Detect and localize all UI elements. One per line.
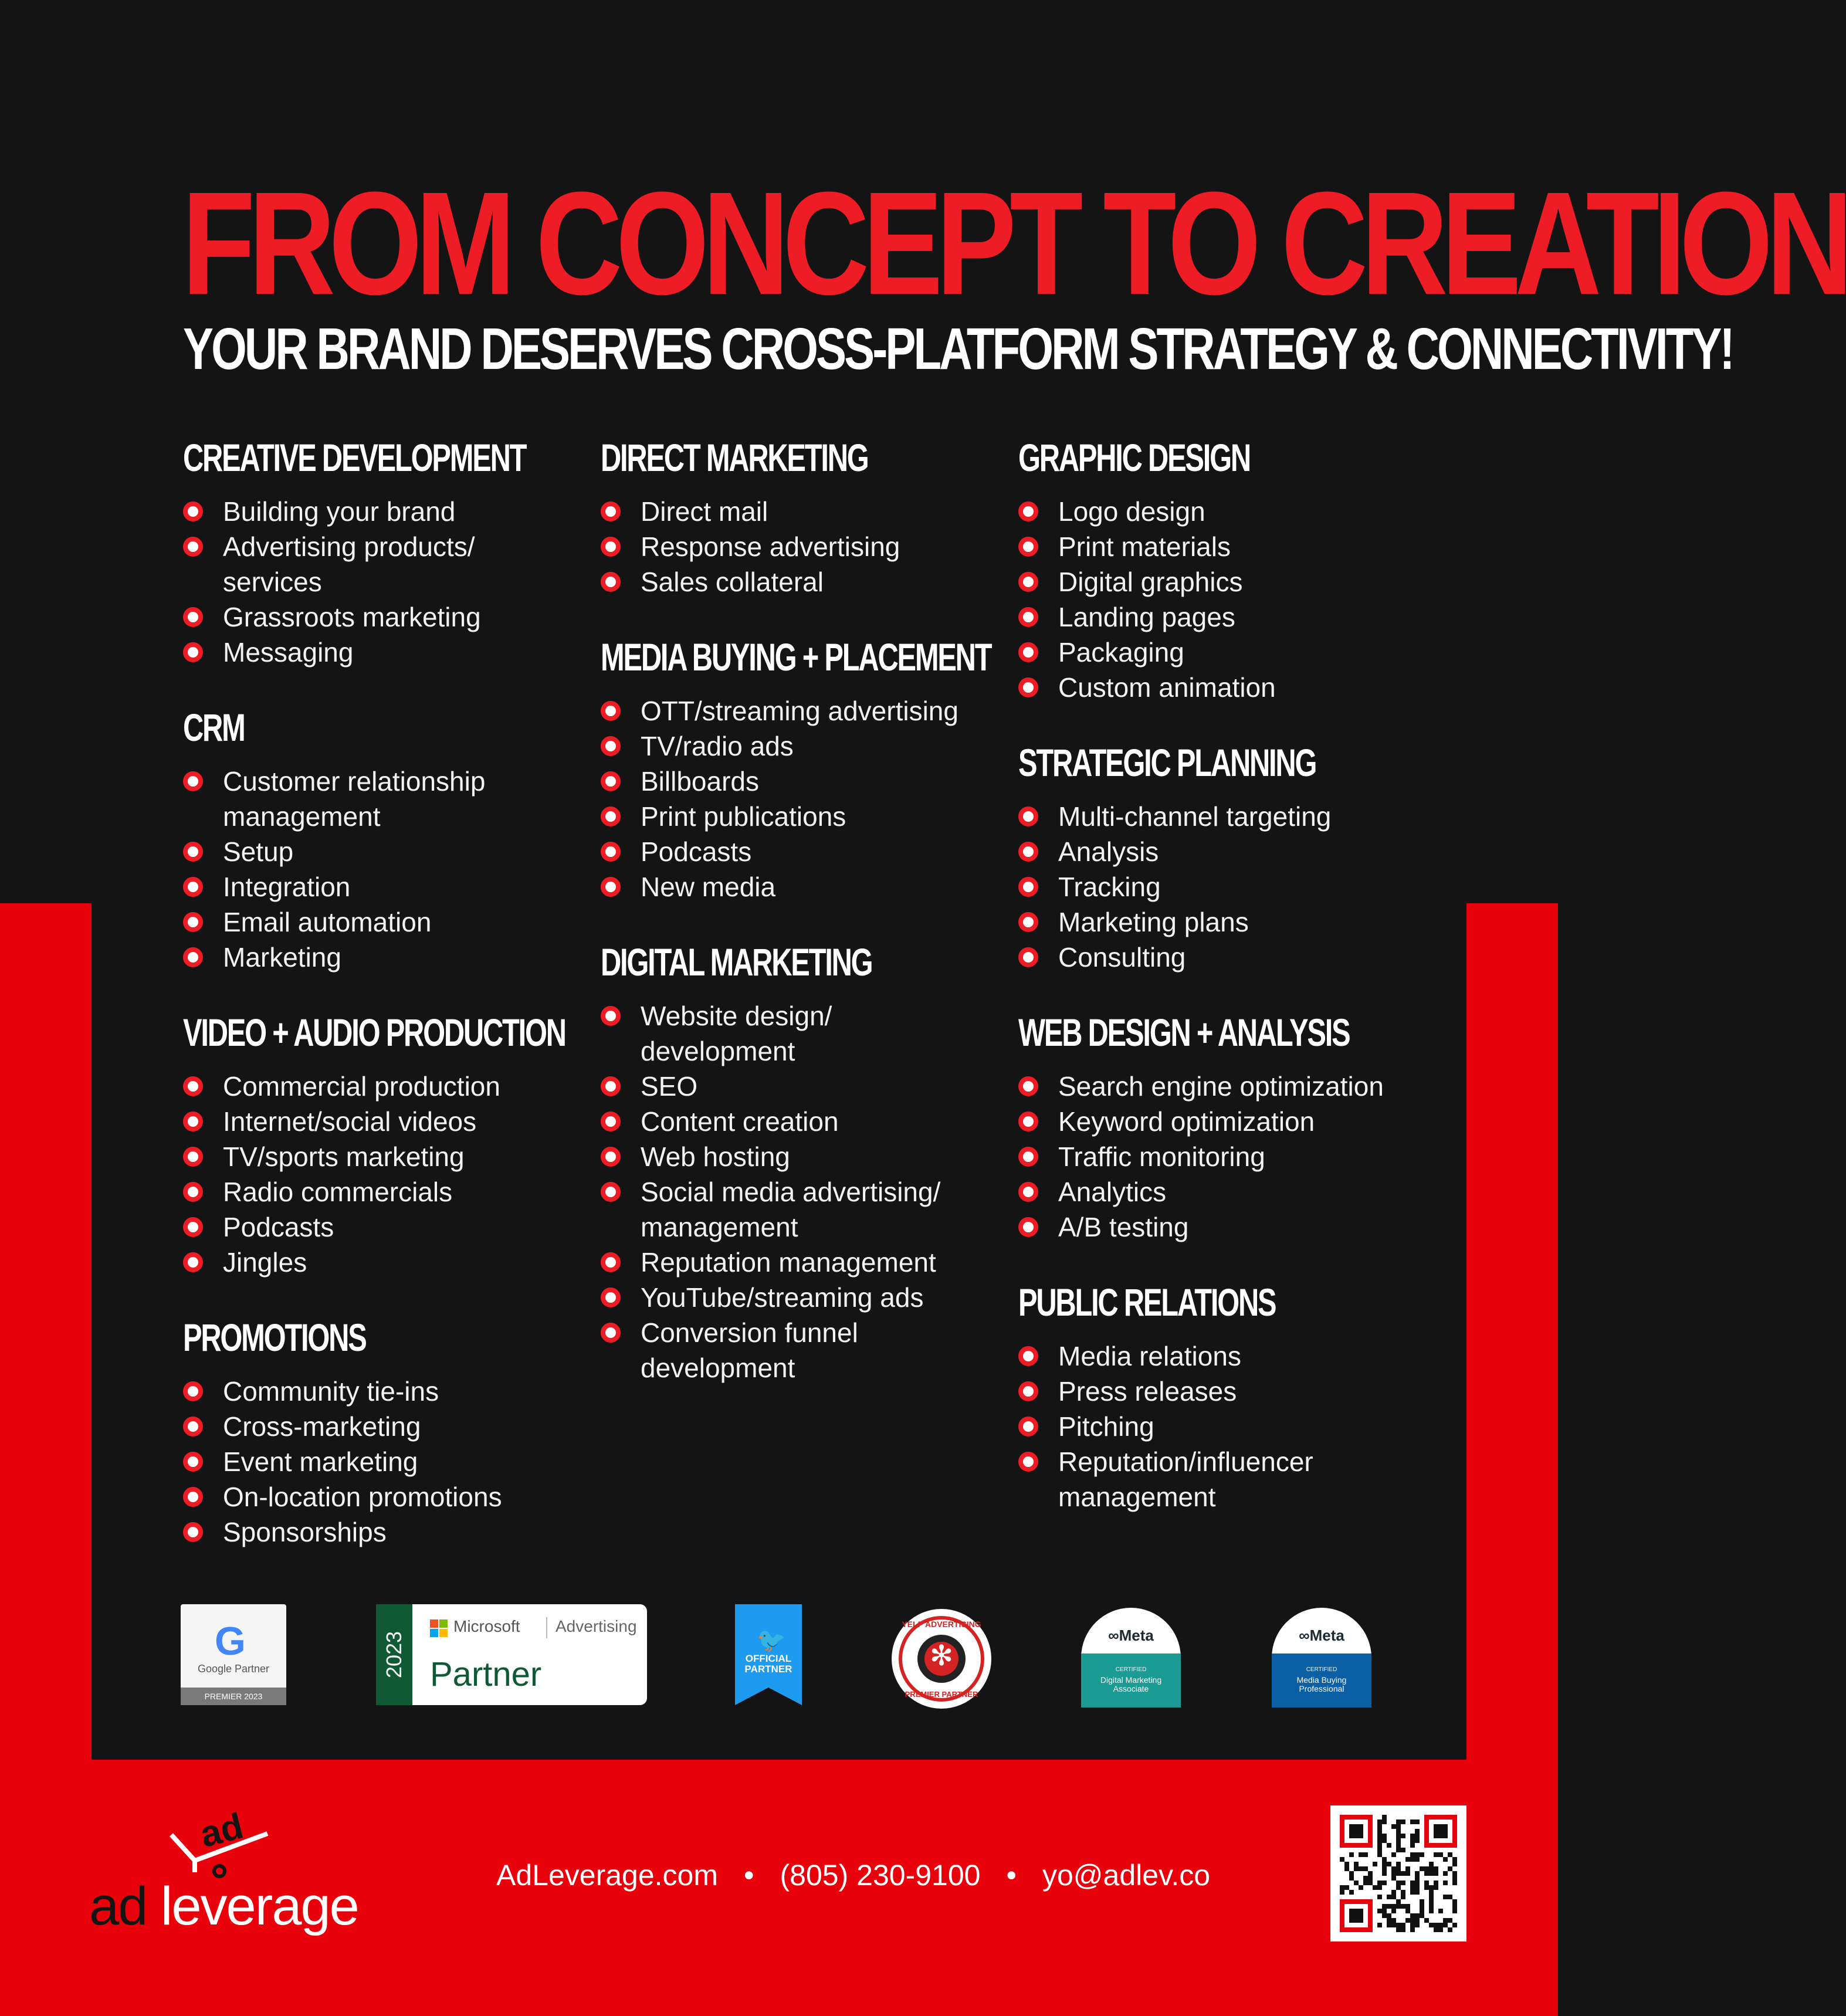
meta-cert-label: CERTIFIED: [1306, 1666, 1337, 1673]
bullet-icon: [1018, 877, 1038, 897]
microsoft-name: Microsoft: [453, 1617, 520, 1635]
list-item-text: Sales collateral: [641, 567, 824, 597]
bullet-icon: [601, 1006, 621, 1026]
ad-leverage-logo: [89, 1877, 358, 1936]
section-title: PROMOTIONS: [183, 1316, 366, 1359]
section-title: CREATIVE DEVELOPMENT: [183, 436, 526, 479]
list-item: [601, 998, 988, 1069]
list-item: [601, 1280, 988, 1315]
list-item: [1018, 564, 1405, 599]
list-item: [183, 940, 570, 975]
service-section: [601, 938, 988, 1385]
bullet-icon: [1018, 607, 1038, 627]
list-item: [1018, 1139, 1405, 1174]
section-title: MEDIA BUYING + PLACEMENT: [601, 635, 991, 679]
bullet-icon: [183, 912, 203, 932]
list-item: [601, 1104, 988, 1139]
list-item: [1018, 1174, 1405, 1209]
bullet-icon: [1018, 572, 1038, 592]
bullet-icon: [1018, 537, 1038, 557]
list-item-text: Packaging: [1058, 637, 1184, 668]
list-item-text: Traffic monitoring: [1058, 1141, 1265, 1172]
list-item: [1018, 670, 1405, 705]
microsoft-logo-icon: [430, 1619, 448, 1637]
meta-logo-icon: ∞Meta: [1108, 1627, 1154, 1644]
twitter-badge-line1: OFFICIAL: [745, 1653, 792, 1664]
list-item-text: TV/sports marketing: [223, 1141, 465, 1172]
bullet-icon: [601, 842, 621, 862]
list-item-text: TV/radio ads: [641, 731, 794, 761]
list-item-text: Community tie-ins: [223, 1376, 439, 1407]
bullet-icon: [1018, 947, 1038, 967]
meta-logo-icon: ∞Meta: [1299, 1627, 1344, 1644]
service-section: [1018, 1279, 1405, 1514]
bullet-icon: [183, 1417, 203, 1436]
list-item: [183, 494, 570, 529]
list-item-text: Cross-marketing: [223, 1411, 421, 1442]
service-section: [601, 633, 991, 904]
list-item: [601, 564, 988, 599]
bullet-icon: [601, 1112, 621, 1131]
list-item-text: Keyword optimization: [1058, 1106, 1315, 1137]
list-item-text: Reputation management: [641, 1247, 936, 1278]
bullet-icon: [601, 877, 621, 897]
microsoft-divider: [546, 1617, 547, 1638]
list-item: [183, 529, 570, 599]
bullet-icon: [601, 1147, 621, 1167]
bullet-icon: [183, 1076, 203, 1096]
list-item: [183, 1209, 570, 1245]
list-item-text: A/B testing: [1058, 1212, 1189, 1242]
list-item: [1018, 799, 1405, 834]
bullet-icon: [601, 502, 621, 521]
list-item: [1018, 940, 1405, 975]
list-item: [601, 693, 988, 729]
meta-media-buying-badge: [1272, 1608, 1371, 1707]
list-item-text: Podcasts: [223, 1212, 334, 1242]
yelp-badge-top: YELP ADVERTISING: [902, 1619, 981, 1629]
bullet-icon: [1018, 1182, 1038, 1202]
logo-mark-text: ad: [196, 1805, 248, 1855]
service-section: [1018, 739, 1405, 975]
bullet-icon: [1018, 1217, 1038, 1237]
list-item-text: Analysis: [1058, 836, 1159, 867]
list-item: [183, 1444, 570, 1479]
bullet-icon: [601, 572, 621, 592]
service-list: [1018, 799, 1405, 975]
service-list: [1018, 1339, 1405, 1514]
bullet-icon: [183, 1217, 203, 1237]
contact-line: [496, 1855, 1210, 1896]
list-item: [1018, 1069, 1405, 1104]
service-list: [183, 1374, 570, 1550]
google-g-icon: G: [215, 1619, 246, 1663]
service-list: [601, 998, 988, 1385]
bullet-icon: [183, 537, 203, 557]
list-item-text: Web hosting: [641, 1141, 790, 1172]
list-item-text: Pitching: [1058, 1411, 1154, 1442]
list-item-text: YouTube/streaming ads: [641, 1282, 924, 1313]
section-title: CRM: [183, 706, 245, 749]
list-item-text: Tracking: [1058, 872, 1161, 902]
list-item: [601, 729, 988, 764]
list-item-text: Email automation: [223, 907, 432, 937]
list-item: [1018, 1409, 1405, 1444]
service-section: [183, 704, 570, 975]
bullet-icon: [1018, 1147, 1038, 1167]
list-item-text: Digital graphics: [1058, 567, 1243, 597]
bullet-icon: [183, 1112, 203, 1131]
list-item-text: Analytics: [1058, 1177, 1167, 1207]
list-item-text: SEO: [641, 1071, 698, 1102]
list-item-text: Logo design: [1058, 496, 1205, 527]
services-column-3: [1018, 434, 1405, 1549]
list-item-text: New media: [641, 872, 776, 902]
list-item-text: Billboards: [641, 766, 759, 797]
list-item: [601, 1069, 988, 1104]
service-list: [601, 693, 988, 904]
list-item-text: Messaging: [223, 637, 354, 668]
list-item: [1018, 869, 1405, 904]
list-item: [183, 1245, 570, 1280]
bullet-icon: [183, 502, 203, 521]
list-item-text: Press releases: [1058, 1376, 1237, 1407]
list-item: [183, 834, 570, 869]
meta-digital-marketing-badge: [1081, 1608, 1181, 1707]
subheadline: YOUR BRAND DESERVES CROSS-PLATFORM STRATEGY & CONNECTIVITY!: [183, 316, 1733, 382]
list-item-text: Search engine optimization: [1058, 1071, 1384, 1102]
list-item: [1018, 635, 1405, 670]
bullet-icon: [601, 771, 621, 791]
bullet-icon: [183, 947, 203, 967]
bullet-icon: [601, 1252, 621, 1272]
website-link[interactable]: AdLeverage.com: [496, 1859, 719, 1892]
bullet-icon: [1018, 677, 1038, 697]
bullet-icon: [601, 736, 621, 756]
contact-separator: •: [1006, 1859, 1017, 1892]
list-item-text: Conversion funnel development: [641, 1317, 858, 1383]
list-item: [601, 834, 988, 869]
bullet-icon: [183, 1381, 203, 1401]
section-title: GRAPHIC DESIGN: [1018, 436, 1250, 479]
list-item-text: Social media advertising/ management: [641, 1177, 941, 1242]
list-item: [183, 1174, 570, 1209]
logo-ad: ad: [89, 1876, 147, 1936]
list-item: [1018, 494, 1405, 529]
list-item-text: Multi-channel targeting: [1058, 801, 1332, 832]
headline: FROM CONCEPT TO CREATION: [182, 161, 1846, 325]
service-section: [1018, 1009, 1405, 1245]
service-list: [183, 1069, 570, 1280]
bullet-icon: [601, 1182, 621, 1202]
bullet-icon: [601, 701, 621, 721]
list-item: [601, 1174, 988, 1245]
twitter-badge-line2: PARTNER: [744, 1663, 792, 1675]
services-column-1: [183, 434, 570, 1584]
service-list: [601, 494, 988, 599]
list-item-text: Media relations: [1058, 1341, 1241, 1371]
list-item-text: Marketing: [223, 942, 341, 973]
list-item: [183, 1479, 570, 1514]
list-item-text: Grassroots marketing: [223, 602, 481, 632]
partner-badges: [0, 1604, 1558, 1710]
bullet-icon: [183, 642, 203, 662]
bullet-icon: [1018, 502, 1038, 521]
logo-leverage: leverage: [147, 1876, 358, 1936]
google-badge-sub: PREMIER 2023: [181, 1688, 286, 1705]
bullet-icon: [183, 1252, 203, 1272]
list-item: [1018, 834, 1405, 869]
microsoft-tier: Partner: [430, 1655, 542, 1693]
bullet-icon: [183, 771, 203, 791]
bullet-icon: [1018, 1346, 1038, 1366]
list-item: [1018, 1339, 1405, 1374]
contact-separator: •: [744, 1859, 754, 1892]
list-item: [1018, 529, 1405, 564]
list-item: [1018, 1444, 1405, 1514]
bullet-icon: [1018, 642, 1038, 662]
microsoft-program: Advertising: [556, 1617, 637, 1635]
meta-cert-type: Digital Marketing Associate: [1100, 1675, 1162, 1693]
service-section: [183, 1314, 570, 1550]
section-title: WEB DESIGN + ANALYSIS: [1018, 1011, 1350, 1054]
service-list: [1018, 1069, 1405, 1245]
section-title: PUBLIC RELATIONS: [1018, 1280, 1276, 1324]
bullet-icon: [601, 1287, 621, 1307]
meta-cert-type: Media Buying Professional: [1296, 1675, 1347, 1693]
bullet-icon: [183, 1487, 203, 1507]
bullet-icon: [1018, 842, 1038, 862]
list-item: [601, 764, 988, 799]
google-badge-label: Google Partner: [197, 1663, 270, 1675]
bullet-icon: [601, 1323, 621, 1343]
list-item-text: Building your brand: [223, 496, 456, 527]
bullet-icon: [183, 1522, 203, 1542]
list-item: [601, 1315, 988, 1385]
bullet-icon: [1018, 1112, 1038, 1131]
bullet-icon: [1018, 912, 1038, 932]
list-item-text: Response advertising: [641, 531, 900, 562]
section-title: DIRECT MARKETING: [601, 436, 868, 479]
bullet-icon: [1018, 807, 1038, 826]
list-item: [601, 1245, 988, 1280]
list-item-text: Podcasts: [641, 836, 752, 867]
list-item-text: Consulting: [1058, 942, 1186, 973]
bullet-icon: [601, 537, 621, 557]
list-item: [1018, 1104, 1405, 1139]
google-partner-badge: [181, 1604, 286, 1705]
bullet-icon: [183, 877, 203, 897]
bullet-icon: [183, 842, 203, 862]
bullet-icon: [1018, 1381, 1038, 1401]
list-item: [183, 635, 570, 670]
qr-code-icon: [1330, 1805, 1466, 1942]
list-item: [183, 599, 570, 635]
list-item: [1018, 904, 1405, 940]
list-item-text: Print publications: [641, 801, 846, 832]
list-item: [183, 869, 570, 904]
microsoft-badge-year: 2023: [382, 1631, 406, 1679]
list-item: [183, 1069, 570, 1104]
list-item: [1018, 1374, 1405, 1409]
service-list: [1018, 494, 1405, 705]
list-item: [183, 1409, 570, 1444]
service-list: [183, 494, 570, 670]
list-item: [601, 799, 988, 834]
qr-code[interactable]: [1330, 1805, 1466, 1942]
bullet-icon: [1018, 1452, 1038, 1472]
list-item-text: Reputation/influencer management: [1058, 1446, 1313, 1512]
meta-cert-label: CERTIFIED: [1115, 1666, 1147, 1673]
bullet-icon: [1018, 1417, 1038, 1436]
service-section: [183, 1009, 570, 1280]
list-item-text: Custom animation: [1058, 672, 1276, 703]
bullet-icon: [601, 1076, 621, 1096]
section-title: STRATEGIC PLANNING: [1018, 741, 1316, 784]
list-item-text: Direct mail: [641, 496, 768, 527]
service-list: [183, 764, 570, 975]
list-item-text: Website design/ development: [641, 1001, 832, 1066]
services-column-2: [601, 434, 991, 1419]
yelp-badge-bottom: PREMIER PARTNER: [905, 1690, 978, 1699]
list-item-text: Radio commercials: [223, 1177, 453, 1207]
list-item-text: Jingles: [223, 1247, 307, 1278]
list-item-text: Event marketing: [223, 1446, 418, 1477]
bullet-icon: [183, 607, 203, 627]
list-item: [183, 1514, 570, 1550]
bullet-icon: [183, 1147, 203, 1167]
list-item-text: Commercial production: [223, 1071, 500, 1102]
yelp-burst-icon: ✻: [929, 1641, 954, 1672]
email-link[interactable]: yo@adlev.co: [1042, 1859, 1211, 1892]
list-item: [183, 1104, 570, 1139]
list-item-text: Setup: [223, 836, 294, 867]
list-item: [1018, 1209, 1405, 1245]
ad-leverage-box-icon: [168, 1807, 273, 1883]
list-item: [183, 1139, 570, 1174]
list-item-text: Sponsorships: [223, 1517, 387, 1547]
service-section: [183, 434, 570, 670]
list-item: [601, 529, 988, 564]
bullet-icon: [183, 1182, 203, 1202]
list-item-text: Content creation: [641, 1106, 839, 1137]
list-item-text: Landing pages: [1058, 602, 1235, 632]
list-item-text: Internet/social videos: [223, 1106, 477, 1137]
list-item-text: Advertising products/ services: [223, 531, 475, 597]
list-item: [183, 1374, 570, 1409]
list-item-text: OTT/streaming advertising: [641, 696, 958, 726]
list-item: [601, 1139, 988, 1174]
yelp-premier-partner-badge: [892, 1609, 991, 1709]
service-section: [601, 434, 988, 599]
twitter-official-partner-badge: [735, 1604, 802, 1705]
section-title: VIDEO + AUDIO PRODUCTION: [183, 1011, 565, 1054]
list-item-text: Print materials: [1058, 531, 1231, 562]
twitter-bird-icon: 🐦: [757, 1628, 786, 1654]
microsoft-partner-badge: [376, 1604, 647, 1705]
list-item: [601, 494, 988, 529]
bullet-icon: [1018, 1076, 1038, 1096]
list-item-text: Marketing plans: [1058, 907, 1249, 937]
list-item-text: Integration: [223, 872, 351, 902]
list-item: [183, 764, 570, 834]
list-item: [183, 904, 570, 940]
list-item: [1018, 599, 1405, 635]
section-title: DIGITAL MARKETING: [601, 940, 872, 984]
list-item-text: Customer relationship management: [223, 766, 486, 832]
bullet-icon: [601, 807, 621, 826]
bullet-icon: [183, 1452, 203, 1472]
list-item-text: On-location promotions: [223, 1482, 502, 1512]
service-section: [1018, 434, 1405, 705]
list-item: [601, 869, 988, 904]
phone-number[interactable]: (805) 230-9100: [780, 1859, 981, 1892]
